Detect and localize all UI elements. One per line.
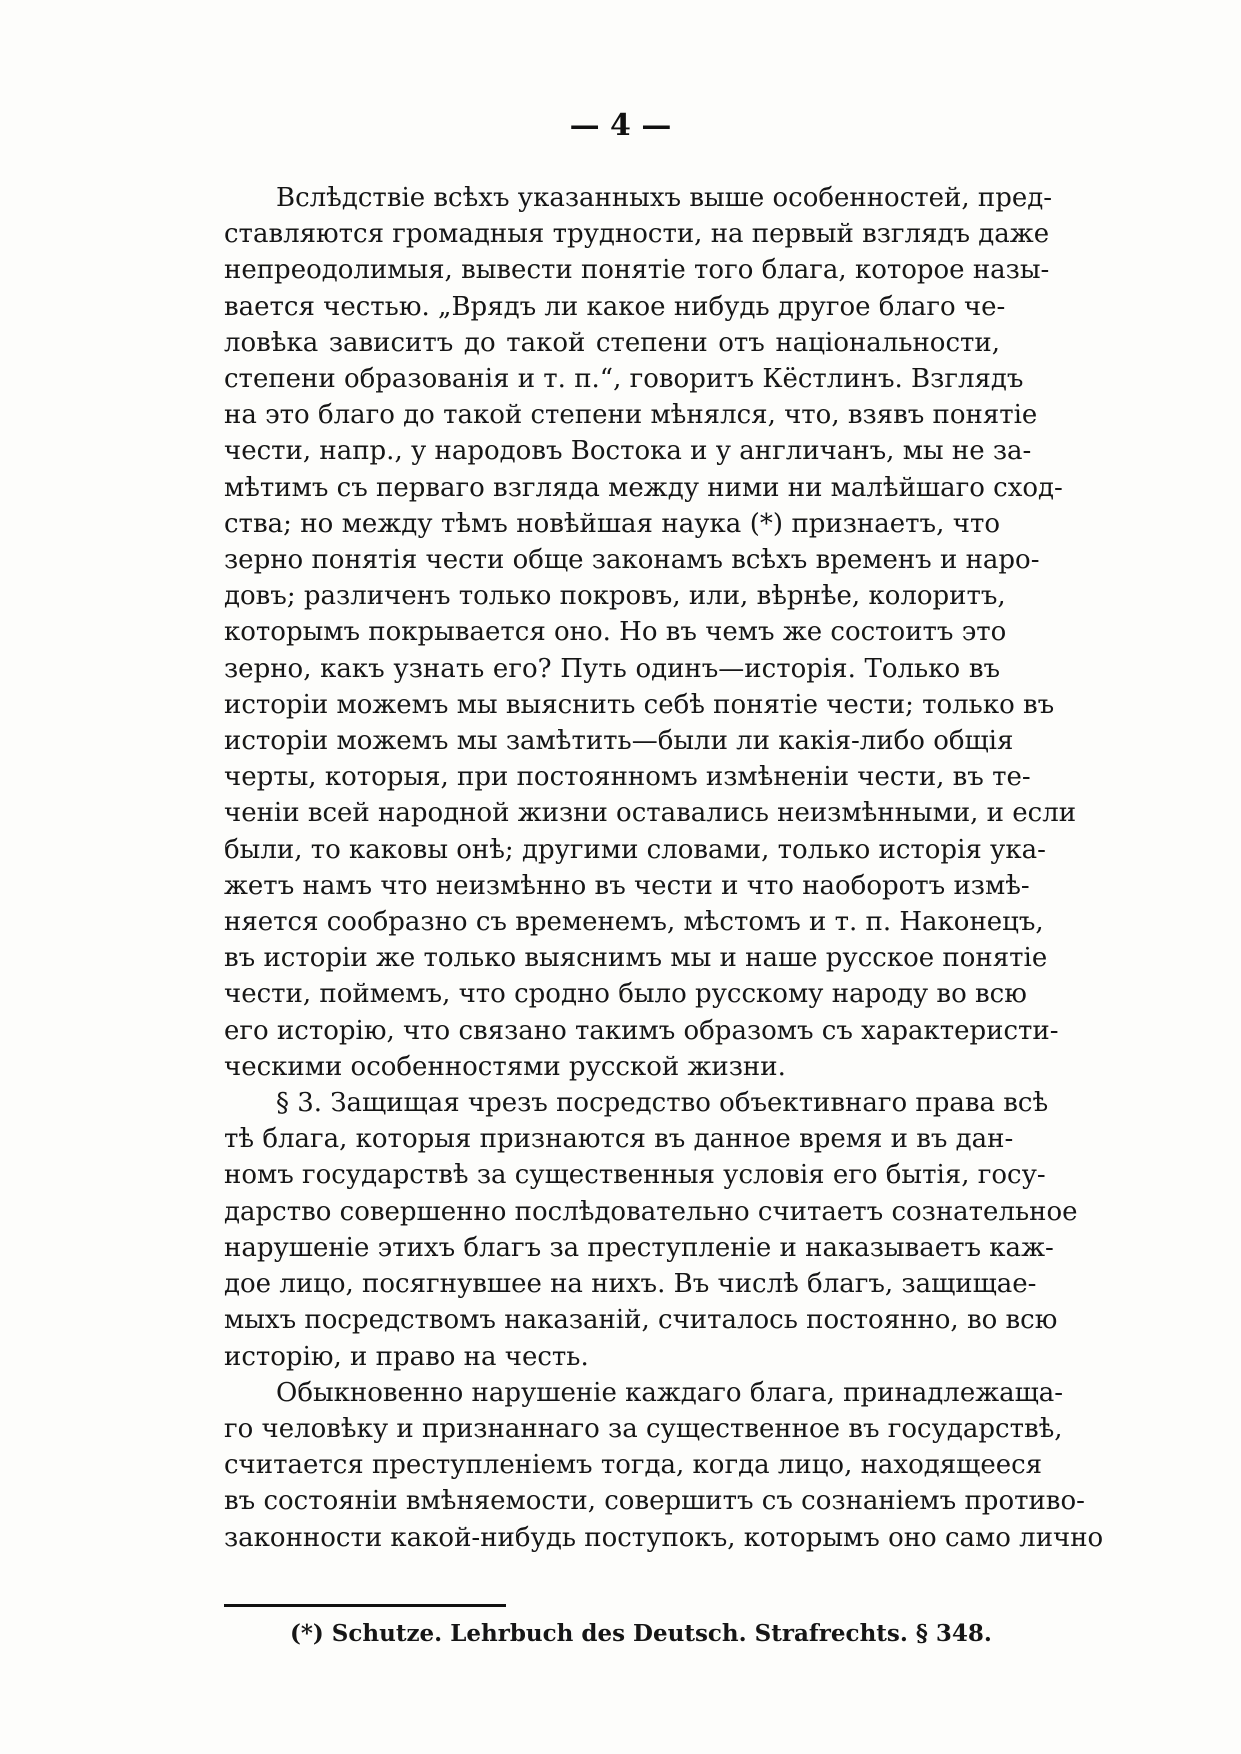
text-line: вается честью. „Врядъ ли какое нибудь другое благо че- — [224, 291, 1006, 322]
text-line: ченіи всей народной жизни оставались неизмѣнными, и если — [224, 798, 1077, 829]
text-line: въ исторіи же только выяснимъ мы и наше русское понятіе — [224, 943, 1048, 974]
text-line: на это благо до такой степени мѣнялся, что, взявъ понятіе — [224, 400, 1038, 431]
text-line: Вслѣдствіе всѣхъ указанныхъ выше особенностей, пред- — [276, 183, 1053, 213]
text-line: ставляются громадныя трудности, на первый взглядъ даже — [224, 219, 1050, 250]
text-line: довъ; различенъ только покровъ, или, вѣрнѣе, колоритъ, — [224, 581, 1006, 612]
text-line: считается преступленіемъ тогда, когда лицо, находящееся — [224, 1450, 1043, 1481]
body-text — [224, 180, 1104, 1556]
text-line: зерно, какъ узнать его? Путь одинъ—исторія. Только въ — [224, 653, 1000, 684]
footnote: (*) Schutze. Lehrbuch des Deutsch. Strafrechts. § 348. — [290, 1620, 992, 1647]
text-line: чести, напр., у народовъ Востока и у англичанъ, мы не за- — [224, 436, 1032, 467]
text-line: ства; но между тѣмъ новѣйшая наука (*) признаетъ, что — [224, 508, 1000, 539]
paragraph — [224, 1375, 1104, 1556]
text-line: жетъ намъ что неизмѣнно въ чести и что наоборотъ измѣ- — [224, 870, 1030, 901]
text-line: няется сообразно съ временемъ, мѣстомъ и т. п. Наконецъ, — [224, 907, 1044, 938]
text-line: его исторію, что связано такимъ образомъ съ характеристи- — [224, 1015, 1059, 1046]
text-line: исторіи можемъ мы выяснить себѣ понятіе чести; только въ — [224, 689, 1055, 720]
text-line: мыхъ посредствомъ наказаній, считалось постоянно, во всю — [224, 1305, 1058, 1336]
page-number: — 4 — — [569, 108, 672, 143]
text-line: § 3. Защищая чрезъ посредство объективнаго права всѣ — [276, 1088, 1049, 1119]
paragraph — [224, 1085, 1078, 1375]
text-line: степени образованія и т. п.“, говоритъ Кёстлинъ. Взглядъ — [224, 364, 1024, 395]
text-line: дарство совершенно послѣдовательно считаетъ сознательное — [224, 1196, 1078, 1227]
text-line: исторіи можемъ мы замѣтить—были ли какія-либо общія — [224, 726, 1014, 757]
text-line: законности какой-нибудь поступокъ, которымъ оно само лично — [224, 1522, 1104, 1553]
text-line: чести, поймемъ, что сродно было русскому народу во всю — [224, 979, 1027, 1010]
text-line: тѣ блага, которыя признаются въ данное время и въ дан- — [224, 1124, 1014, 1155]
text-line: зерно понятія чести обще законамъ всѣхъ временъ и наро- — [224, 545, 1040, 576]
text-line: исторію, и право на честь. — [224, 1341, 589, 1372]
footnote-divider — [224, 1604, 506, 1607]
text-line: непреодолимыя, вывести понятіе того блага, которое назы- — [224, 255, 1050, 286]
text-line: дое лицо, посягнувшее на нихъ. Въ числѣ благъ, защищае- — [224, 1269, 1037, 1300]
text-line: были, то каковы онѣ; другими словами, только исторія ука- — [224, 834, 1046, 865]
text-line: Обыкновенно нарушеніе каждаго блага, принадлежаща- — [276, 1377, 1064, 1408]
text-line: го человѣку и признаннаго за существенное въ государствѣ, — [224, 1413, 1063, 1444]
text-line: мѣтимъ съ перваго взгляда между ними ни малѣйшаго сход- — [224, 472, 1063, 503]
text-line: ловѣка зависитъ до такой степени отъ національности, — [224, 327, 1000, 358]
text-line: ческими особенностями русской жизни. — [224, 1051, 786, 1082]
text-line: которымъ покрывается оно. Но въ чемъ же состоитъ это — [224, 617, 1007, 648]
text-line: черты, которыя, при постоянномъ измѣненіи чести, въ те- — [224, 762, 1031, 793]
text-line: номъ государствѣ за существенныя условія его бытія, госу- — [224, 1160, 1046, 1191]
paragraph — [224, 180, 1077, 1085]
text-line: нарушеніе этихъ благъ за преступленіе и наказываетъ каж- — [224, 1232, 1054, 1263]
text-line: въ состояніи вмѣняемости, совершитъ съ сознаніемъ противо- — [224, 1486, 1085, 1517]
